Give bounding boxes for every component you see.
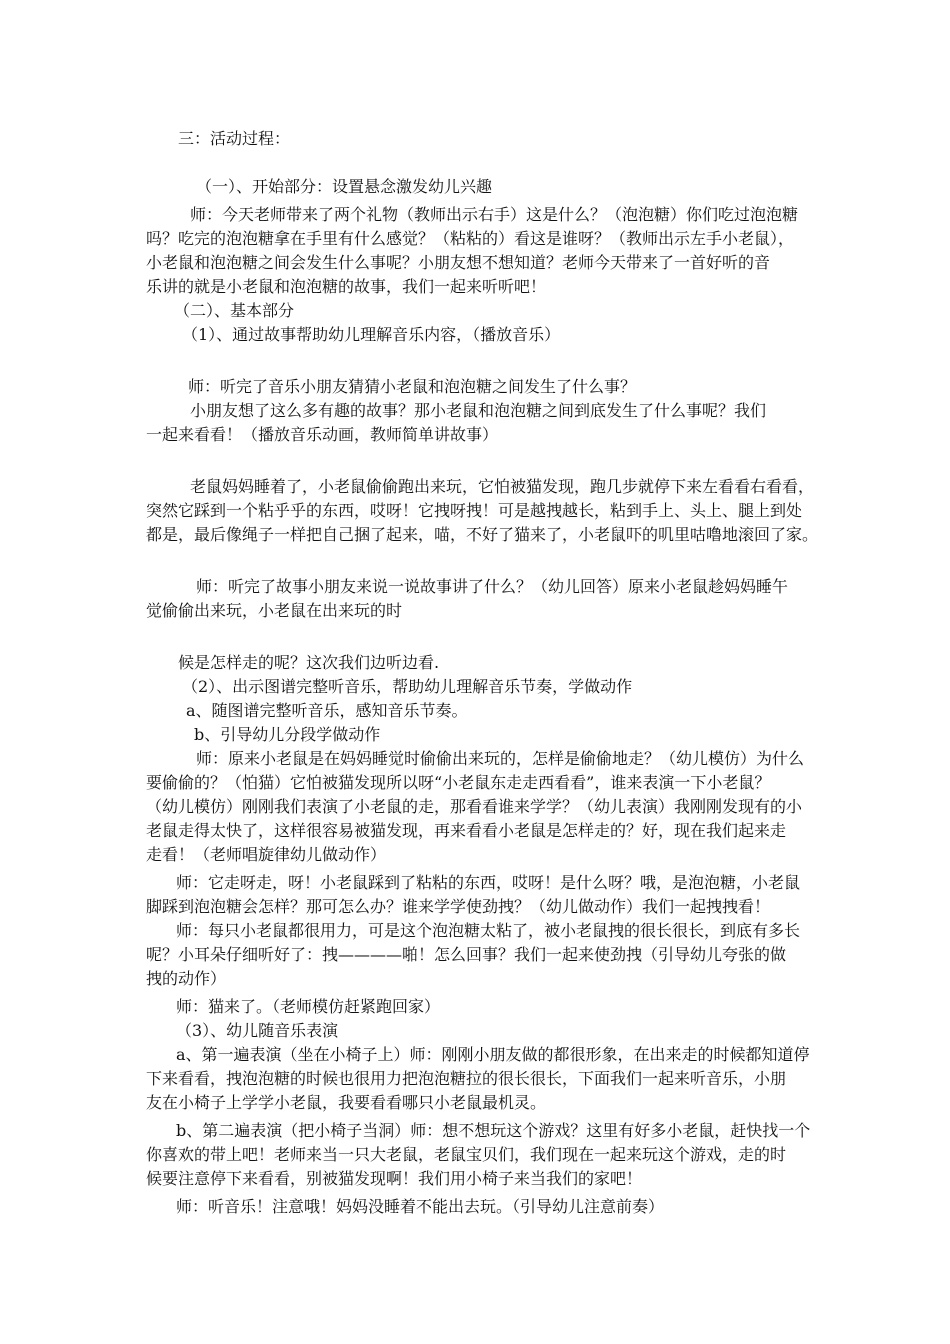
paragraph-line: 走看！（老师唱旋律幼儿做动作）: [146, 845, 387, 864]
subsection-heading: （二）、基本部分: [174, 301, 295, 320]
paragraph-line: 候要注意停下来看看，别被猫发现啊！我们用小椅子来当我们的家吧！: [146, 1169, 643, 1188]
paragraph-line: b、第二遍表演（把小椅子当洞）师：想不想玩这个游戏？这里有好多小老鼠，赶快找一个: [176, 1121, 811, 1140]
paragraph-line: 脚踩到泡泡糖会怎样？那可怎么办？谁来学学使劲拽？（幼儿做动作）我们一起拽拽看！: [146, 897, 771, 916]
paragraph-line: a、第一遍表演（坐在小椅子上）师：刚刚小朋友做的都很形象，在出来走的时候都知道停: [176, 1045, 810, 1064]
paragraph-line: 师：每只小老鼠都很用力，可是这个泡泡糖太粘了，被小老鼠拽的很长很长，到底有多长: [176, 921, 801, 940]
paragraph-line: 乐讲的就是小老鼠和泡泡糖的故事，我们一起来听听吧！: [146, 277, 547, 296]
paragraph-line: 师：今天老师带来了两个礼物（教师出示右手）这是什么？（泡泡糖）你们吃过泡泡糖: [190, 205, 799, 224]
paragraph-line: 要偷偷的？（怕猫）它怕被猫发现所以呀“小老鼠东走走西看看”，谁来表演一下小老鼠？: [146, 773, 771, 792]
paragraph-line: 一起来看看！（播放音乐动画，教师简单讲故事）: [146, 425, 499, 444]
paragraph-line: 师：听音乐！注意哦！妈妈没睡着不能出去玩。（引导幼儿注意前奏）: [176, 1197, 665, 1216]
paragraph-line: 老鼠走得太快了，这样很容易被猫发现，再来看看小老鼠是怎样走的？好，现在我们起来走: [146, 821, 787, 840]
paragraph-line: 师：听完了故事小朋友来说一说故事讲了什么？（幼儿回答）原来小老鼠趁妈妈睡午: [196, 577, 789, 596]
paragraph-line: 小老鼠和泡泡糖之间会发生什么事呢？小朋友想不想知道？老师今天带来了一首好听的音: [146, 253, 771, 272]
story-line: 突然它踩到一个粘乎乎的东西，哎呀！它拽呀拽！可是越拽越长，粘到手上、头上、腿上到处: [146, 501, 803, 520]
step-heading: （1）、通过故事帮助幼儿理解音乐内容，（播放音乐）: [182, 325, 561, 344]
subsection-heading: （一）、开始部分：设置悬念激发幼儿兴趣: [196, 177, 493, 196]
paragraph-line: 师：原来小老鼠是在妈妈睡觉时偷偷出来玩的，怎样是偷偷地走？（幼儿模仿）为什么: [196, 749, 805, 768]
paragraph-line: （幼儿模仿）刚刚我们表演了小老鼠的走，那看看谁来学学？（幼儿表演）我刚刚发现有的小: [146, 797, 803, 816]
paragraph-line: 候是怎样走的呢？这次我们边听边看.: [178, 653, 440, 672]
paragraph-line: 师：听完了音乐小朋友猜猜小老鼠和泡泡糖之间发生了什么事？: [188, 377, 637, 396]
story-line: 老鼠妈妈睡着了，小老鼠偷偷跑出来玩，它怕被猫发现，跑几步就停下来左看看右看看，: [190, 477, 815, 496]
paragraph-line: 师：猫来了。（老师模仿赶紧跑回家）: [176, 997, 441, 1016]
step-item: b、引导幼儿分段学做动作: [194, 725, 381, 744]
paragraph-line: 觉偷偷出来玩，小老鼠在出来玩的时: [146, 601, 403, 620]
paragraph-line: 友在小椅子上学学小老鼠，我要看看哪只小老鼠最机灵。: [146, 1093, 547, 1112]
paragraph-line: 师：它走呀走，呀！小老鼠踩到了粘粘的东西，哎呀！是什么呀？哦，是泡泡糖，小老鼠: [176, 873, 801, 892]
paragraph-line: 小朋友想了这么多有趣的故事？那小老鼠和泡泡糖之间到底发生了什么事呢？我们: [190, 401, 767, 420]
step-heading: （3）、幼儿随音乐表演: [176, 1021, 339, 1040]
step-heading: （2）、出示图谱完整听音乐，帮助幼儿理解音乐节奏，学做动作: [182, 677, 633, 696]
section-heading: 三：活动过程：: [178, 129, 291, 148]
paragraph-line: 下来看看，拽泡泡糖的时候也很用力把泡泡糖拉的很长很长，下面我们一起来听音乐，小朋: [146, 1069, 787, 1088]
paragraph-line: 呢？小耳朵仔细听好了：拽————啪！怎么回事？我们一起来使劲拽（引导幼儿夸张的做: [146, 945, 787, 964]
paragraph-line: 拽的动作）: [146, 969, 227, 988]
story-line: 都是，最后像绳子一样把自己捆了起来，喵，不好了猫来了，小老鼠吓的叽里咕噜地滚回了家。: [146, 525, 819, 544]
paragraph-line: 吗？吃完的泡泡糖拿在手里有什么感觉？（粘粘的）看这是谁呀？（教师出示左手小老鼠），: [146, 229, 795, 248]
paragraph-line: 你喜欢的带上吧！老师来当一只大老鼠，老鼠宝贝们，我们现在一起来玩这个游戏，走的时: [146, 1145, 787, 1164]
step-item: a、随图谱完整听音乐，感知音乐节奏。: [186, 701, 468, 720]
